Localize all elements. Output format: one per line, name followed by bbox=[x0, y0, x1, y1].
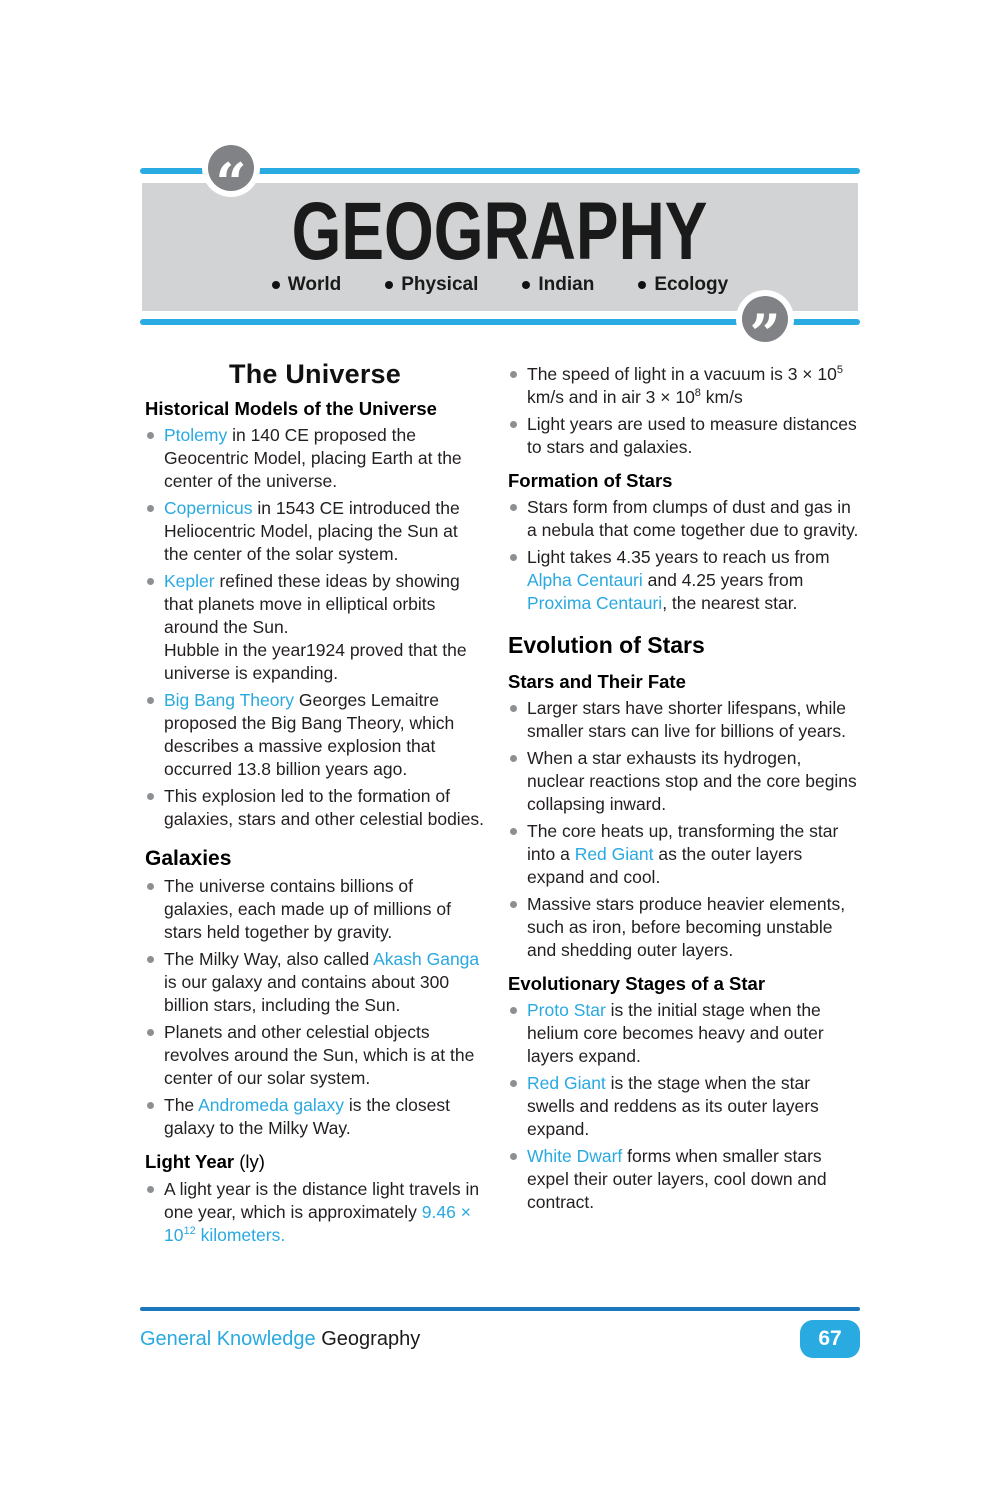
text-segment: in 1543 CE introduced the Heliocentric Model, placing the Sun at the center of the solar system. bbox=[164, 498, 460, 565]
bullet-dot-icon bbox=[510, 371, 517, 378]
bullet-dot-icon bbox=[147, 697, 154, 704]
bullet-dot-icon bbox=[510, 504, 517, 511]
list-item bbox=[145, 948, 485, 1017]
column-title: The Universe bbox=[229, 359, 401, 389]
bullet-dot-icon bbox=[272, 281, 280, 289]
section-heading-text: Stars and Their Fate bbox=[508, 670, 686, 692]
text-segment: and 4.25 years from bbox=[642, 570, 804, 591]
list-item-text bbox=[527, 999, 860, 1068]
list-item-text bbox=[527, 546, 860, 615]
text-segment: 5 bbox=[836, 364, 843, 377]
page-number-badge: 67 bbox=[800, 1320, 860, 1358]
content-columns bbox=[145, 359, 860, 1251]
list-item-text bbox=[164, 689, 485, 781]
text-segment: km/s and in air 3 × 10 bbox=[527, 387, 695, 407]
keyword-term: Alpha Centauri bbox=[527, 570, 643, 591]
text-segment: The universe contains billions of galaxies, each made up of millions of stars held together by gravity. bbox=[164, 876, 451, 943]
section-heading-text: Evolutionary Stages of a Star bbox=[508, 972, 766, 994]
keyword-term: Big Bang Theory bbox=[164, 690, 295, 711]
list-item-text bbox=[527, 363, 860, 409]
banner-topic-label: Indian bbox=[538, 273, 595, 295]
footer-subject-label: Geography bbox=[321, 1327, 421, 1350]
list-item bbox=[145, 785, 485, 831]
list-item bbox=[508, 1145, 860, 1214]
section-heading-text: Galaxies bbox=[145, 847, 232, 871]
keyword-term: Copernicus bbox=[164, 498, 253, 519]
list-item-text bbox=[164, 424, 485, 493]
chapter-title: GEOGRAPHY bbox=[292, 186, 708, 278]
bullet-dot-icon bbox=[510, 828, 517, 835]
bullet-dot-icon bbox=[147, 1102, 154, 1109]
text-segment: Massive stars produce heavier elements, such as iron, before becoming unstable and shedding outer layers. bbox=[527, 893, 846, 960]
bullet-dot-icon bbox=[522, 281, 530, 289]
banner-topic-label: Physical bbox=[401, 273, 479, 295]
text-segment: Light takes 4.35 years to reach us from bbox=[527, 547, 830, 568]
bullet-dot-icon bbox=[147, 1029, 154, 1036]
bullet-list bbox=[508, 496, 860, 615]
keyword-term: Red Giant bbox=[527, 1073, 606, 1094]
text-segment: Hubble in the year1924 proved that the universe is expanding. bbox=[164, 640, 467, 684]
bullet-dot-icon bbox=[638, 281, 646, 289]
banner-topic-label: World bbox=[287, 273, 342, 295]
text-segment: When a star exhausts its hydrogen, nuclear reactions stop and the core begins collapsing inward. bbox=[527, 747, 857, 814]
text-segment: Planets and other celestial objects revolves around the Sun, which is at the center of our solar system. bbox=[164, 1022, 475, 1089]
section-heading-text: Evolution of Stars bbox=[508, 632, 705, 659]
text-segment: is the initial stage when the helium core becomes heavy and outer layers expand. bbox=[527, 1000, 824, 1067]
footer-row bbox=[140, 1320, 860, 1358]
section-heading bbox=[508, 632, 860, 660]
text-segment: The speed of light in a vacuum is 3 × 10 bbox=[527, 364, 837, 384]
section-heading-text: Light Year bbox=[145, 1151, 235, 1173]
bullet-list bbox=[145, 1178, 485, 1247]
bullet-list bbox=[508, 697, 860, 962]
section-heading-text: Formation of Stars bbox=[508, 470, 673, 491]
text-segment: A light year is the distance light travels in one year, which is approximately bbox=[164, 1178, 480, 1222]
text-segment: is our galaxy and contains about 300 billion stars, including the Sun. bbox=[164, 972, 450, 1016]
section-heading-suffix: (ly) bbox=[234, 1151, 265, 1173]
list-item-text bbox=[527, 747, 860, 816]
list-item-text bbox=[164, 948, 485, 1017]
bullet-dot-icon bbox=[147, 1186, 154, 1193]
bullet-dot-icon bbox=[147, 793, 154, 800]
keyword-term: Proxima Centauri bbox=[527, 593, 663, 614]
list-item-text bbox=[164, 875, 485, 944]
bullet-dot-icon bbox=[510, 1153, 517, 1160]
list-item bbox=[508, 747, 860, 816]
list-item bbox=[145, 1178, 485, 1247]
page-footer bbox=[140, 1307, 860, 1358]
bullet-dot-icon bbox=[147, 578, 154, 585]
text-segment: is the stage when the star swells and reddens as its outer layers expand. bbox=[527, 1073, 819, 1140]
list-item-text bbox=[527, 1072, 860, 1141]
open-quote-icon bbox=[208, 145, 254, 191]
list-item-text bbox=[164, 1021, 485, 1090]
list-item-text bbox=[164, 497, 485, 566]
section-heading bbox=[508, 671, 860, 693]
keyword-term: Kepler bbox=[164, 571, 215, 592]
text-segment: Light years are used to measure distances to stars and galaxies. bbox=[527, 414, 857, 457]
list-item bbox=[145, 497, 485, 566]
text-segment: This explosion led to the formation of galaxies, stars and other celestial bodies. bbox=[164, 786, 485, 830]
bullet-dot-icon bbox=[510, 755, 517, 762]
footer-series-label: General Knowledge bbox=[140, 1327, 316, 1350]
keyword-term: White Dwarf bbox=[527, 1146, 623, 1167]
list-item-text bbox=[527, 820, 860, 889]
left-column bbox=[145, 359, 485, 1251]
close-quote-icon bbox=[742, 296, 788, 342]
list-item-text bbox=[527, 1145, 860, 1214]
list-item-text bbox=[527, 413, 860, 459]
list-item bbox=[508, 999, 860, 1068]
list-item bbox=[508, 697, 860, 743]
list-item bbox=[145, 1021, 485, 1090]
keyword-term: Red Giant bbox=[574, 843, 654, 864]
list-item bbox=[145, 1094, 485, 1140]
section-heading bbox=[508, 470, 860, 492]
keyword-term: Andromeda galaxy bbox=[198, 1095, 344, 1116]
text-segment: The Milky Way, also called bbox=[164, 949, 374, 970]
text-segment: is the closest galaxy to the Milky Way. bbox=[164, 1095, 451, 1139]
text-segment: , the nearest star. bbox=[662, 593, 798, 614]
bullet-list bbox=[145, 875, 485, 1140]
text-segment: km/s bbox=[700, 387, 743, 407]
list-item-text bbox=[527, 496, 860, 542]
text-segment: Larger stars have shorter lifespans, while smaller stars can live for billions of years. bbox=[527, 697, 847, 741]
chapter-banner bbox=[140, 151, 860, 342]
bullet-dot-icon bbox=[510, 554, 517, 561]
text-segment: Georges Lemaitre proposed the Big Bang Theory, which describes a massive explosion that occurred 13.8 billion years ago. bbox=[164, 690, 455, 780]
section-heading bbox=[508, 973, 860, 995]
text-segment: Stars form from clumps of dust and gas in a nebula that come together due to gravity. bbox=[527, 497, 859, 541]
bullet-list bbox=[508, 999, 860, 1214]
text-segment: refined these ideas by showing that planets move in elliptical orbits around the Sun. bbox=[164, 571, 460, 638]
text-segment: The core heats up, transforming the star into a bbox=[527, 820, 839, 864]
list-item bbox=[145, 689, 485, 781]
text-segment: as the outer layers expand and cool. bbox=[527, 843, 803, 887]
section-heading bbox=[145, 398, 485, 420]
list-item bbox=[508, 546, 860, 615]
bullet-list bbox=[508, 363, 860, 459]
footer-rule bbox=[140, 1307, 860, 1311]
keyword-term: 9.46 × 10 bbox=[164, 1201, 471, 1245]
keyword-term: Proto Star bbox=[527, 1000, 606, 1021]
keyword-term: Ptolemy bbox=[164, 425, 228, 446]
bullet-dot-icon bbox=[510, 901, 517, 908]
list-item bbox=[508, 1072, 860, 1141]
list-item-text bbox=[527, 893, 860, 962]
bullet-dot-icon bbox=[510, 1080, 517, 1087]
bullet-dot-icon bbox=[147, 956, 154, 963]
list-item bbox=[508, 820, 860, 889]
keyword-term: Akash Ganga bbox=[373, 949, 480, 970]
close-quote-glyph: ” bbox=[749, 302, 781, 342]
section-heading-text: Historical Models of the Universe bbox=[145, 398, 437, 419]
list-item-text bbox=[164, 1178, 485, 1247]
list-item-text bbox=[527, 697, 860, 743]
text-segment: forms when smaller stars expel their outer layers, cool down and contract. bbox=[527, 1146, 827, 1213]
section-heading bbox=[145, 846, 485, 871]
banner-topic-label: Ecology bbox=[654, 273, 729, 295]
text-segment: in 140 CE proposed the Geocentric Model, placing Earth at the center of the universe. bbox=[164, 425, 462, 492]
bullet-list bbox=[145, 424, 485, 831]
bullet-dot-icon bbox=[510, 705, 517, 712]
keyword-term: 12 bbox=[183, 1224, 196, 1237]
open-quote-glyph: “ bbox=[215, 151, 247, 191]
text-segment: 8 bbox=[694, 387, 701, 400]
banner-panel bbox=[142, 183, 858, 311]
list-item bbox=[508, 363, 860, 409]
section-heading bbox=[145, 1151, 485, 1173]
list-item-text bbox=[164, 785, 485, 831]
list-item bbox=[508, 893, 860, 962]
bullet-dot-icon bbox=[147, 883, 154, 890]
list-item bbox=[145, 424, 485, 493]
list-item bbox=[508, 413, 860, 459]
list-item bbox=[508, 496, 860, 542]
right-column bbox=[508, 363, 860, 1251]
bullet-dot-icon bbox=[147, 505, 154, 512]
bullet-dot-icon bbox=[147, 432, 154, 439]
keyword-term: kilometers. bbox=[195, 1224, 286, 1245]
text-segment: The bbox=[164, 1095, 199, 1116]
bullet-dot-icon bbox=[510, 421, 517, 428]
footer-title bbox=[140, 1328, 420, 1351]
bullet-dot-icon bbox=[385, 281, 393, 289]
list-item-text bbox=[164, 1094, 485, 1140]
bullet-dot-icon bbox=[510, 1007, 517, 1014]
list-item-text bbox=[164, 570, 485, 685]
list-item bbox=[145, 570, 485, 685]
list-item bbox=[145, 875, 485, 944]
